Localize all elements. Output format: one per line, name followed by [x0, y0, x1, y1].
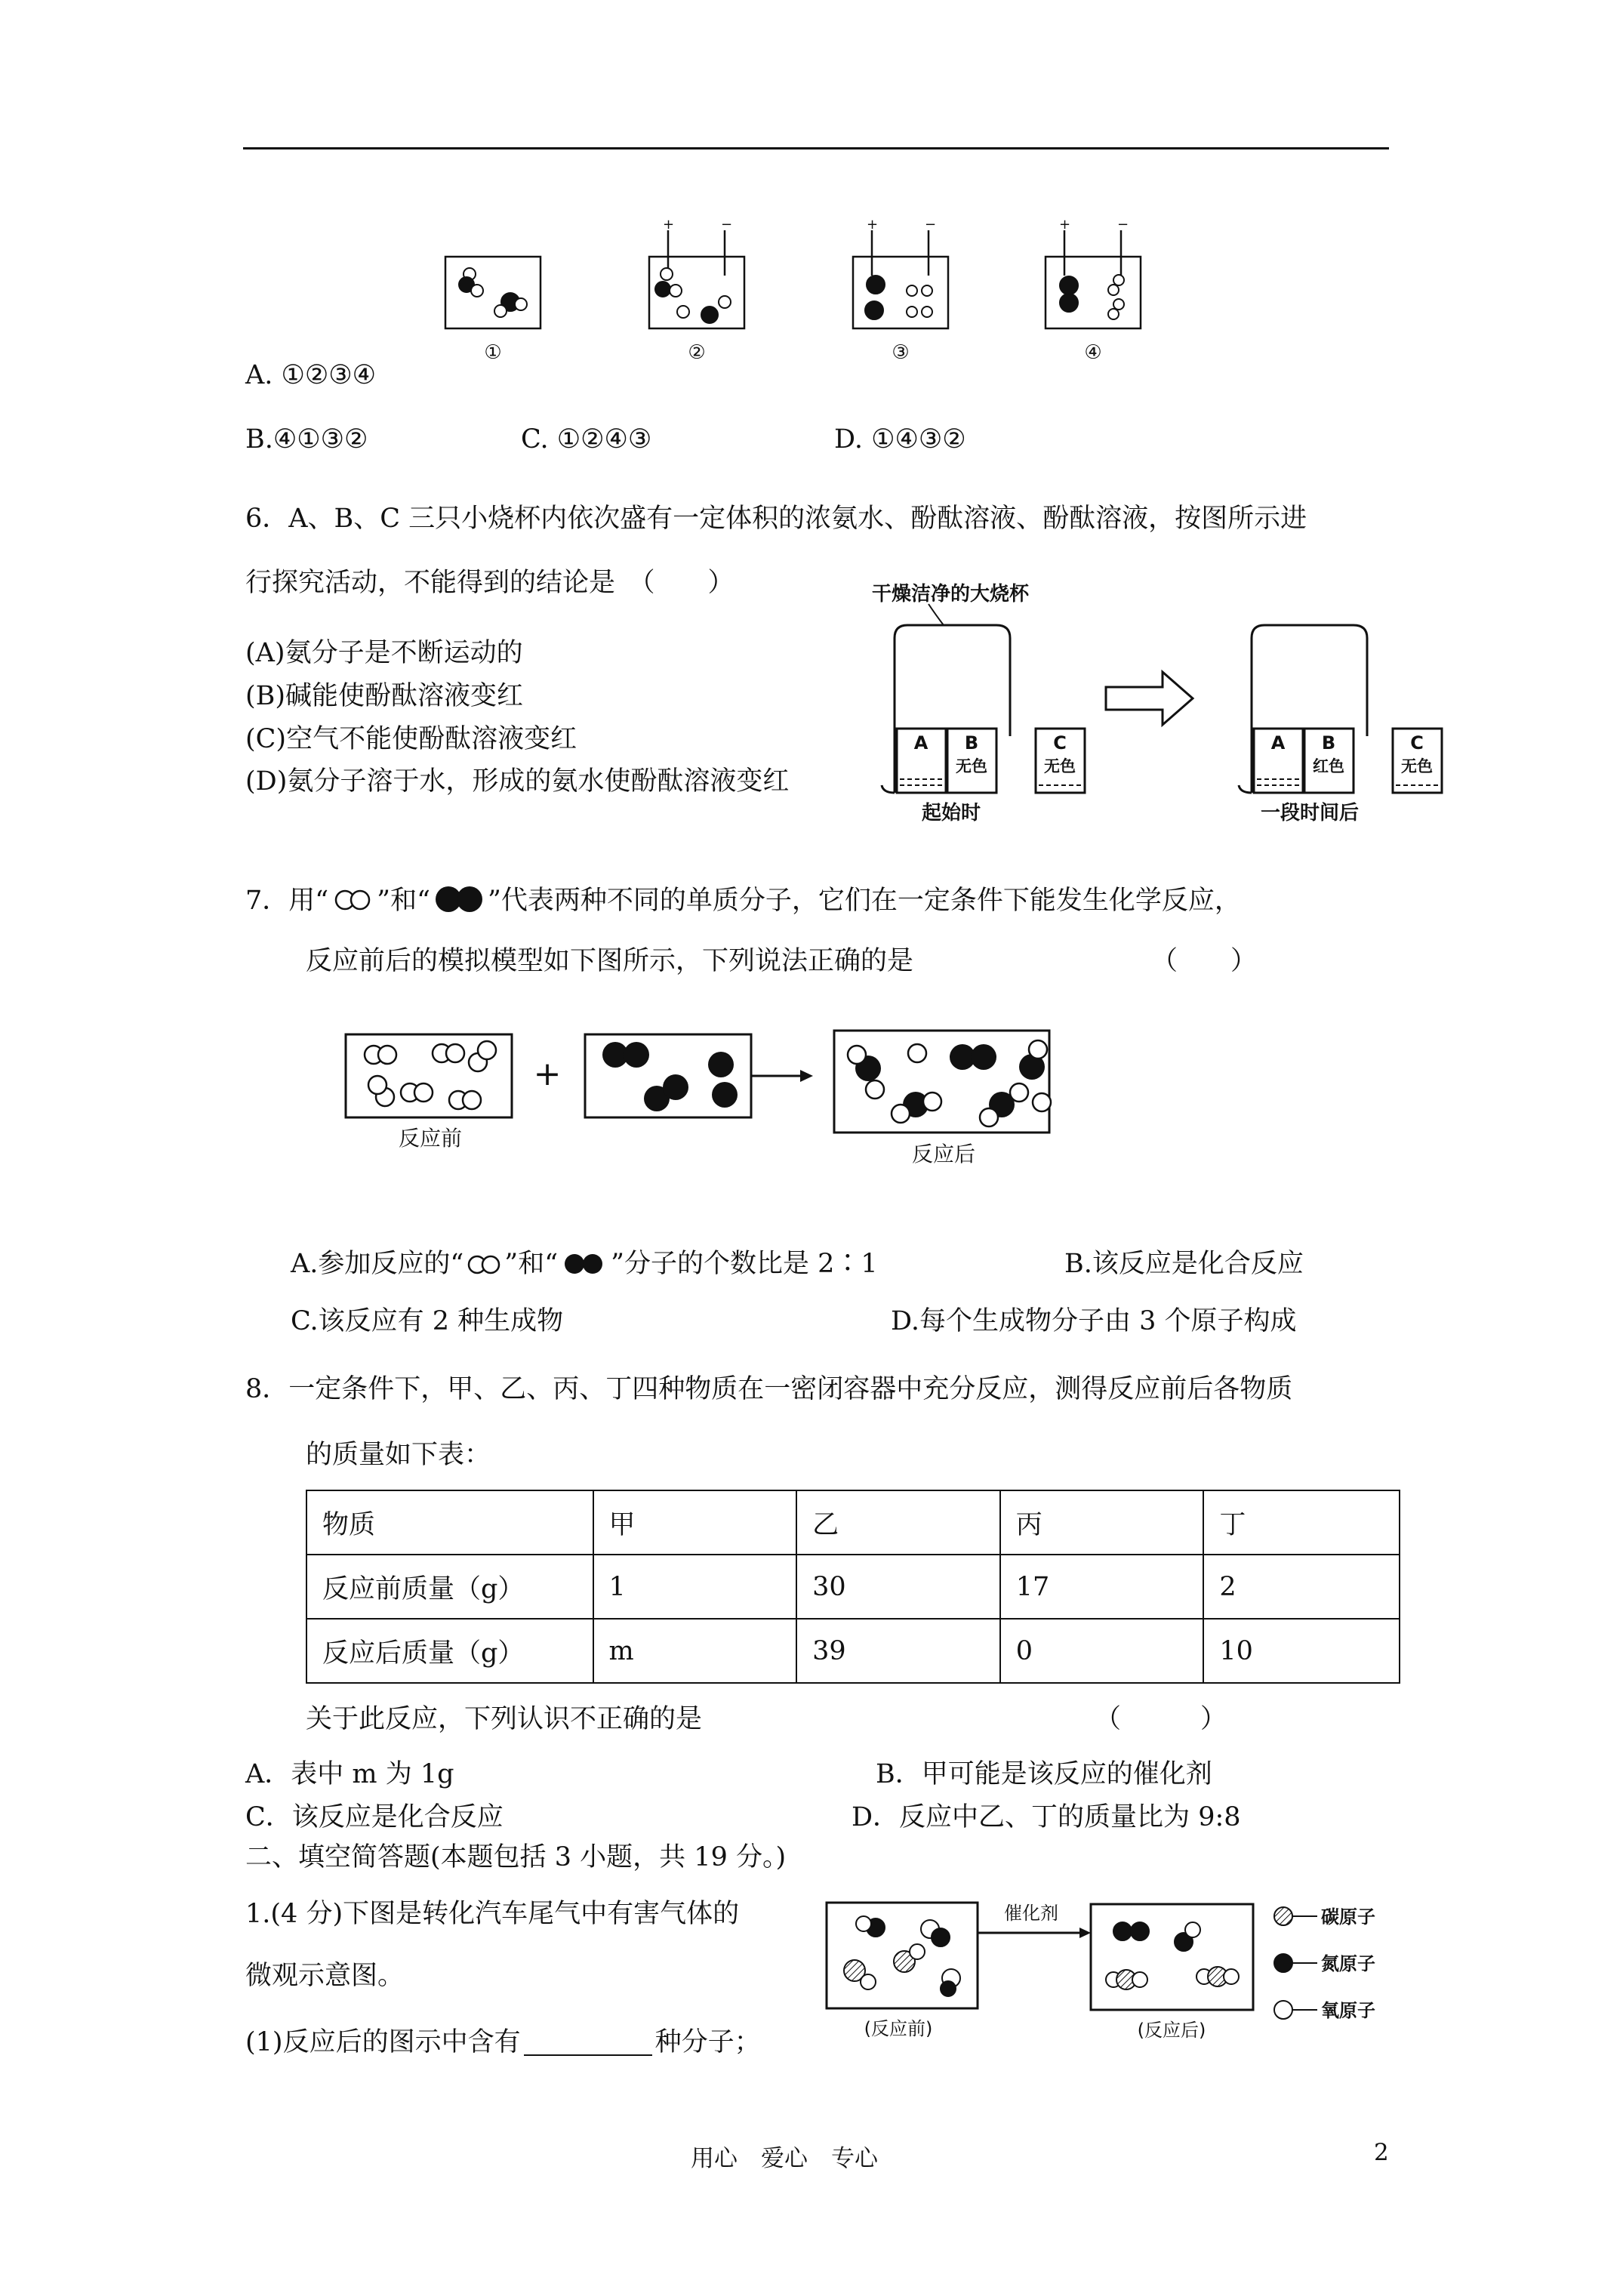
q8-paren: （ ） — [1095, 1704, 1227, 1734]
q7-paren: （ ） — [1151, 946, 1258, 976]
q5-box-label: ① — [484, 341, 502, 364]
table-cell: 17 — [1000, 1555, 1204, 1619]
q6-beaker-c-after: C — [1410, 732, 1424, 754]
q6-beaker-b-after: B — [1321, 732, 1336, 754]
q5-box-label: ③ — [892, 341, 910, 364]
q8-stem-line2: 的质量如下表： — [306, 1440, 491, 1470]
q7-option-c: C.该反应有 2 种生成物 — [291, 1306, 564, 1336]
table-row — [306, 1619, 1400, 1683]
q7-plus: + — [533, 1055, 562, 1093]
q7-opt-a-mid: ”和“ — [504, 1249, 559, 1279]
q6-c-colorless-after: 无色 — [1401, 757, 1433, 775]
q6-figure — [861, 574, 1457, 831]
section2-title: 二、填空简答题(本题包括 3 小题，共 19 分。) — [245, 1842, 787, 1872]
q6-c-colorless: 无色 — [1044, 757, 1076, 775]
q5-option-b: B.④①③② — [245, 424, 368, 455]
q6-start-label: 起始时 — [921, 802, 981, 824]
q5-box-label: ④ — [1084, 341, 1102, 364]
s2-fig-after: (反应后) — [1137, 2020, 1206, 2041]
q6-beaker-c: C — [1053, 732, 1067, 754]
table-cell: 反应前质量（g） — [306, 1555, 593, 1619]
q5-figure — [423, 215, 1178, 374]
table-header-row — [306, 1490, 1400, 1555]
q6-option-a: (A)氨分子是不断运动的 — [245, 638, 523, 668]
q8-option-c: C．该反应是化合反应 — [245, 1802, 504, 1832]
table-cell: 丁 — [1203, 1490, 1400, 1555]
svg-text:+: + — [1059, 217, 1071, 233]
q6-option-d: (D)氨分子溶于水，形成的氨水使酚酞溶液变红 — [245, 766, 790, 797]
table-row — [306, 1555, 1400, 1619]
svg-text:+: + — [867, 217, 879, 233]
table-cell: m — [593, 1619, 797, 1683]
q7-stem-mid: ”和“ — [377, 886, 430, 916]
q7-before-label: 反应前 — [398, 1126, 463, 1151]
q6-beaker-a: A — [913, 732, 929, 754]
legend-oxygen: 氧原子 — [1321, 2000, 1375, 2021]
s2-q1-sub1-suffix: 种分子； — [654, 2027, 761, 2057]
s2-q1-line2: 微观示意图。 — [245, 1961, 405, 1991]
legend-carbon: 碳原子 — [1321, 1906, 1375, 1928]
q5-box-label: ② — [688, 341, 706, 364]
q7-option-b: B.该反应是化合反应 — [1064, 1249, 1304, 1279]
page-number: 2 — [1374, 2139, 1389, 2166]
q8-mass-table — [306, 1490, 1400, 1684]
q5-option-c: C. ①②④③ — [521, 424, 652, 455]
q8-option-b: B．甲可能是该反应的催化剂 — [876, 1759, 1212, 1789]
q7-stem-prefix: 7．用“ — [245, 886, 329, 916]
q7-figure — [343, 1023, 1098, 1174]
q6-stem-line2: 行探究活动，不能得到的结论是 （ ） — [245, 568, 735, 598]
s2-fig-before: (反应前) — [864, 2018, 933, 2039]
q8-stem-line1: 8．一定条件下，甲、乙、丙、丁四种物质在一密闭容器中充分反应，测得反应前后各物质 — [245, 1374, 1293, 1404]
legend-nitrogen: 氮原子 — [1321, 1953, 1375, 1974]
header-rule — [243, 147, 1389, 149]
q7-opt-a-prefix: A.参加反应的“ — [291, 1249, 464, 1279]
q8-question: 关于此反应，下列认识不正确的是 — [306, 1704, 703, 1734]
s2-q1-sub1-prefix: (1)反应后的图示中含有 — [245, 2027, 521, 2057]
table-cell: 物质 — [306, 1490, 593, 1555]
q5-option-a: A. ①②③④ — [245, 360, 377, 390]
svg-text:−: − — [721, 217, 733, 233]
table-cell: 39 — [796, 1619, 1000, 1683]
white-molecule-icon — [328, 886, 377, 914]
black-molecule-icon — [558, 1251, 611, 1277]
q6-b-colorless: 无色 — [956, 757, 987, 775]
table-cell: 乙 — [796, 1490, 1000, 1555]
q6-stem-line1: 6．A、B、C 三只小烧杯内依次盛有一定体积的浓氨水、酚酞溶液、酚酞溶液，按图所示进 — [245, 504, 1307, 534]
q7-stem-suffix: ”代表两种不同的单质分子，它们在一定条件下能发生化学反应， — [487, 886, 1241, 916]
table-cell: 10 — [1203, 1619, 1400, 1683]
black-molecule-icon — [430, 883, 488, 915]
footer-motto: 用心 爱心 专心 — [691, 2145, 878, 2172]
q6-big-beaker-label: 干燥洁净的大烧杯 — [872, 583, 1030, 606]
q7-after-label: 反应后 — [911, 1142, 976, 1166]
q8-option-d: D．反应中乙、丁的质量比为 9:8 — [852, 1802, 1241, 1832]
s2-q1-figure — [823, 1888, 1442, 2039]
table-cell: 30 — [796, 1555, 1000, 1619]
q8-option-a: A．表中 m 为 1g — [245, 1759, 454, 1789]
s2-fig-catalyst: 催化剂 — [1004, 1903, 1058, 1924]
table-cell: 1 — [593, 1555, 797, 1619]
q7-opt-a-suffix: ”分子的个数比是 2∶1 — [611, 1249, 878, 1279]
q6-beaker-a-after: A — [1270, 732, 1286, 754]
white-molecule-icon — [463, 1253, 504, 1277]
q5-option-d: D. ①④③② — [834, 424, 966, 455]
q7-option-d: D.每个生成物分子由 3 个原子构成 — [891, 1306, 1297, 1336]
table-cell: 反应后质量（g） — [306, 1619, 593, 1683]
table-cell: 丙 — [1000, 1490, 1204, 1555]
q6-option-c: (C)空气不能使酚酞溶液变红 — [245, 724, 577, 754]
answer-blank[interactable] — [524, 2032, 652, 2056]
table-cell: 2 — [1203, 1555, 1400, 1619]
q7-stem-line2: 反应前后的模拟模型如下图所示，下列说法正确的是 — [306, 946, 914, 976]
q6-b-red: 红色 — [1313, 757, 1344, 775]
q6-option-b: (B)碱能使酚酞溶液变红 — [245, 681, 524, 711]
table-cell: 甲 — [593, 1490, 797, 1555]
q7-stem-line1 — [245, 883, 1241, 915]
s2-q1-line1: 1.(4 分)下图是转化汽车尾气中有害气体的 — [245, 1899, 740, 1929]
svg-text:−: − — [1117, 217, 1129, 233]
svg-text:−: − — [925, 217, 937, 233]
s2-q1-sub1 — [245, 2029, 761, 2056]
q6-after-label: 一段时间后 — [1260, 802, 1360, 824]
q7-option-a — [291, 1251, 878, 1277]
q6-beaker-b: B — [964, 732, 979, 754]
table-cell: 0 — [1000, 1619, 1204, 1683]
svg-text:+: + — [663, 217, 675, 233]
